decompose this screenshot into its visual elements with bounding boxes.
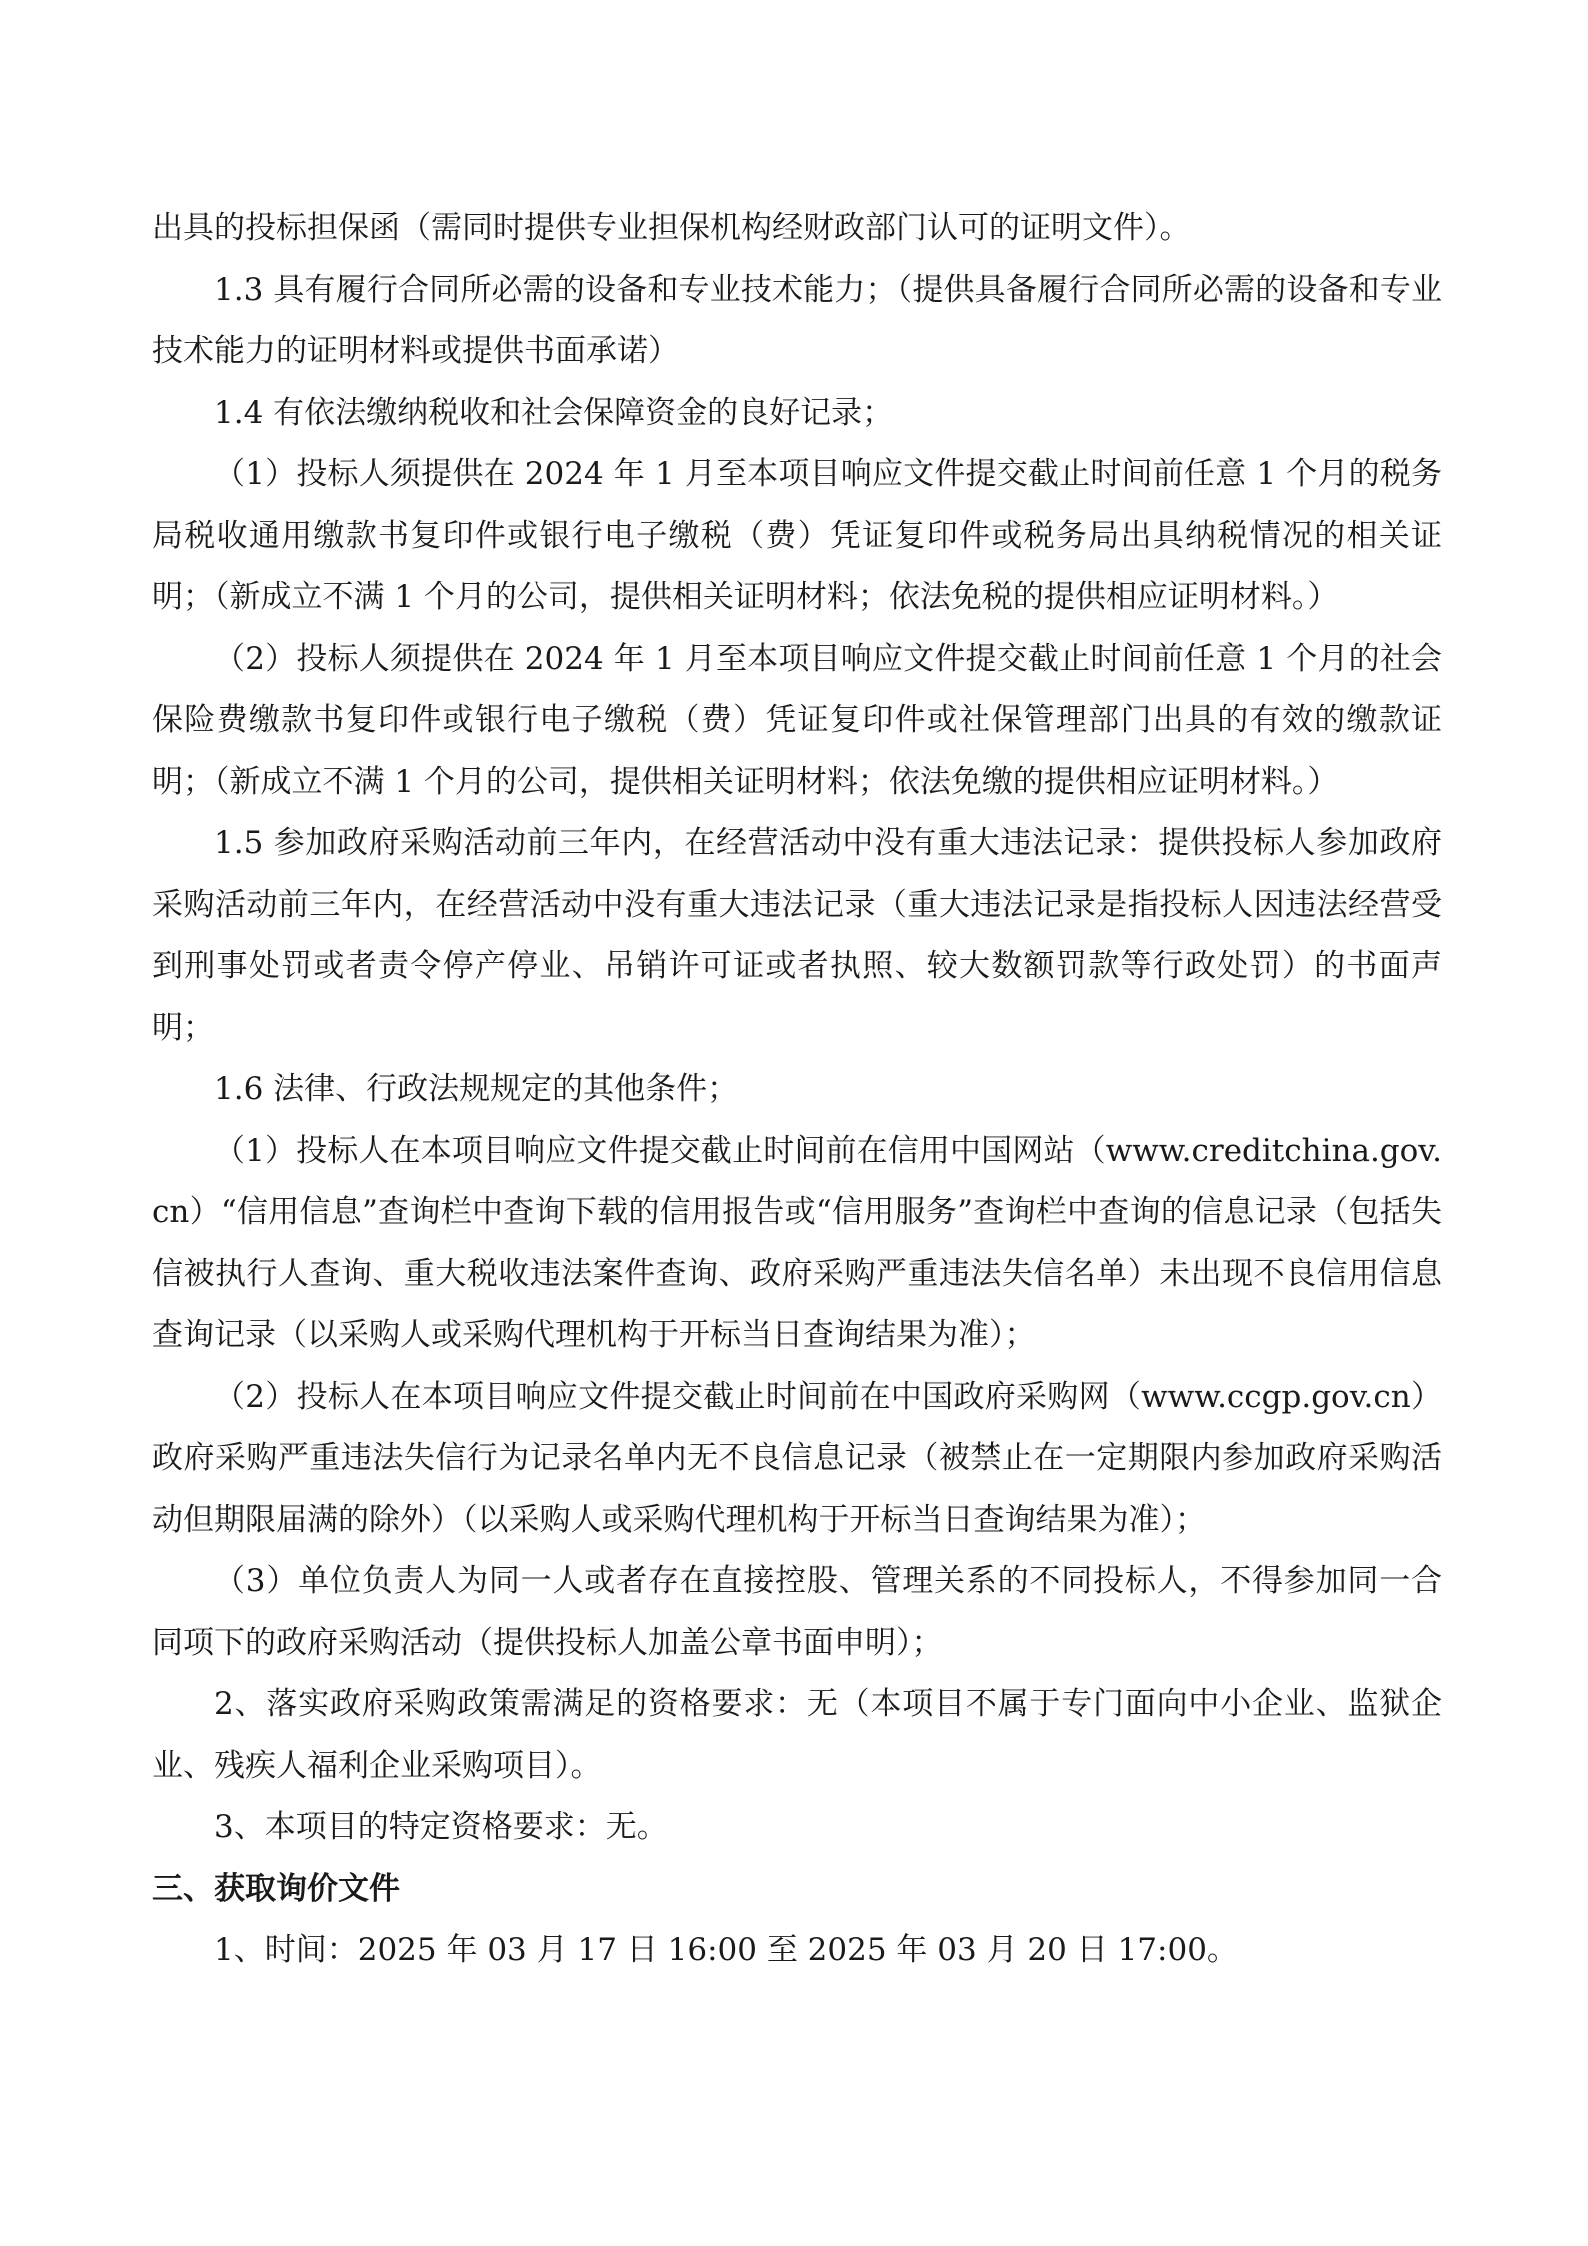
paragraph-3-specific: 3、本项目的特定资格要求：无。 bbox=[214, 1809, 668, 1845]
paragraph-1-6-1-credit-china: （1）投标人在本项目响应文件提交截止时间前在信用中国网站（www.creditchina.gov.cn）“信用信息”查询栏中查询下载的信用报告或“信用服务”查询栏中查询的信息记录（包括失信被执行人查询、重大税收违法案件查询、政府采购严重违法失信名单）未出现不良信用信息查询记录（以采购人或采购代理机构于开标当日查询结果为准）； bbox=[152, 1132, 1442, 1353]
paragraph-1-4-tax-social: 1.4 有依法缴纳税收和社会保障资金的良好记录； bbox=[214, 394, 894, 431]
paragraph-1-3-equipment: 1.3 具有履行合同所必需的设备和专业技术能力；（提供具备履行合同所必需的设备和专业技术能力的证明材料或提供书面承诺） bbox=[152, 271, 1442, 369]
section-heading: 三、获取询价文件 bbox=[152, 1870, 400, 1907]
paragraph-1-5-no-violation: 1.5 参加政府采购活动前三年内，在经营活动中没有重大违法记录：提供投标人参加政府采购活动前三年内，在经营活动中没有重大违法记录（重大违法记录是指投标人因违法经营受到刑事处罚或者责令停产停业、吊销许可证或者执照、较大数额罚款等行政处罚）的书面声明； bbox=[152, 825, 1442, 1046]
paragraph-1-6-2-ccgp: （2）投标人在本项目响应文件提交截止时间前在中国政府采购网（www.ccgp.gov.cn）政府采购严重违法失信行为记录名单内无不良信息记录（被禁止在一定期限内参加政府采购活动但期限届满的除外）（以采购人或采购代理机构于开标当日查询结果为准）； bbox=[152, 1378, 1442, 1538]
paragraph-1-4-1-tax-proof: （1）投标人须提供在 2024 年 1 月至本项目响应文件提交截止时间前任意 1 个月的税务局税收通用缴款书复印件或银行电子缴税（费）凭证复印件或税务局出具纳税情况的相关证明；（新成立不满 1 个月的公司，提供相关证明材料；依法免税的提供相应证明材料。） bbox=[152, 456, 1442, 615]
paragraph-time: 1、时间：2025 年 03 月 17 日 16:00 至 2025 年 03 月 20 日 17:00。 bbox=[214, 1932, 1238, 1968]
paragraph-bid-guarantee: 出具的投标担保函（需同时提供专业担保机构经财政部门认可的证明文件）。 bbox=[152, 210, 1191, 246]
paragraph-2-policy: 2、落实政府采购政策需满足的资格要求：无（本项目不属于专门面向中小企业、监狱企业、残疾人福利企业采购项目）。 bbox=[152, 1686, 1442, 1784]
paragraph-1-6-other-conditions: 1.6 法律、行政法规规定的其他条件； bbox=[214, 1071, 739, 1107]
paragraph-1-4-2-social-proof: （2）投标人须提供在 2024 年 1 月至本项目响应文件提交截止时间前任意 1 个月的社会保险费缴款书复印件或银行电子缴税（费）凭证复印件或社保管理部门出具的有效的缴款证明；（新成立不满 1 个月的公司，提供相关证明材料；依法免缴的提供相应证明材料。） bbox=[152, 640, 1442, 800]
paragraph-1-6-3-same-owner: （3）单位负责人为同一人或者存在直接控股、管理关系的不同投标人，不得参加同一合同项下的政府采购活动（提供投标人加盖公章书面申明）； bbox=[152, 1563, 1442, 1661]
document-body bbox=[152, 198, 1442, 1982]
